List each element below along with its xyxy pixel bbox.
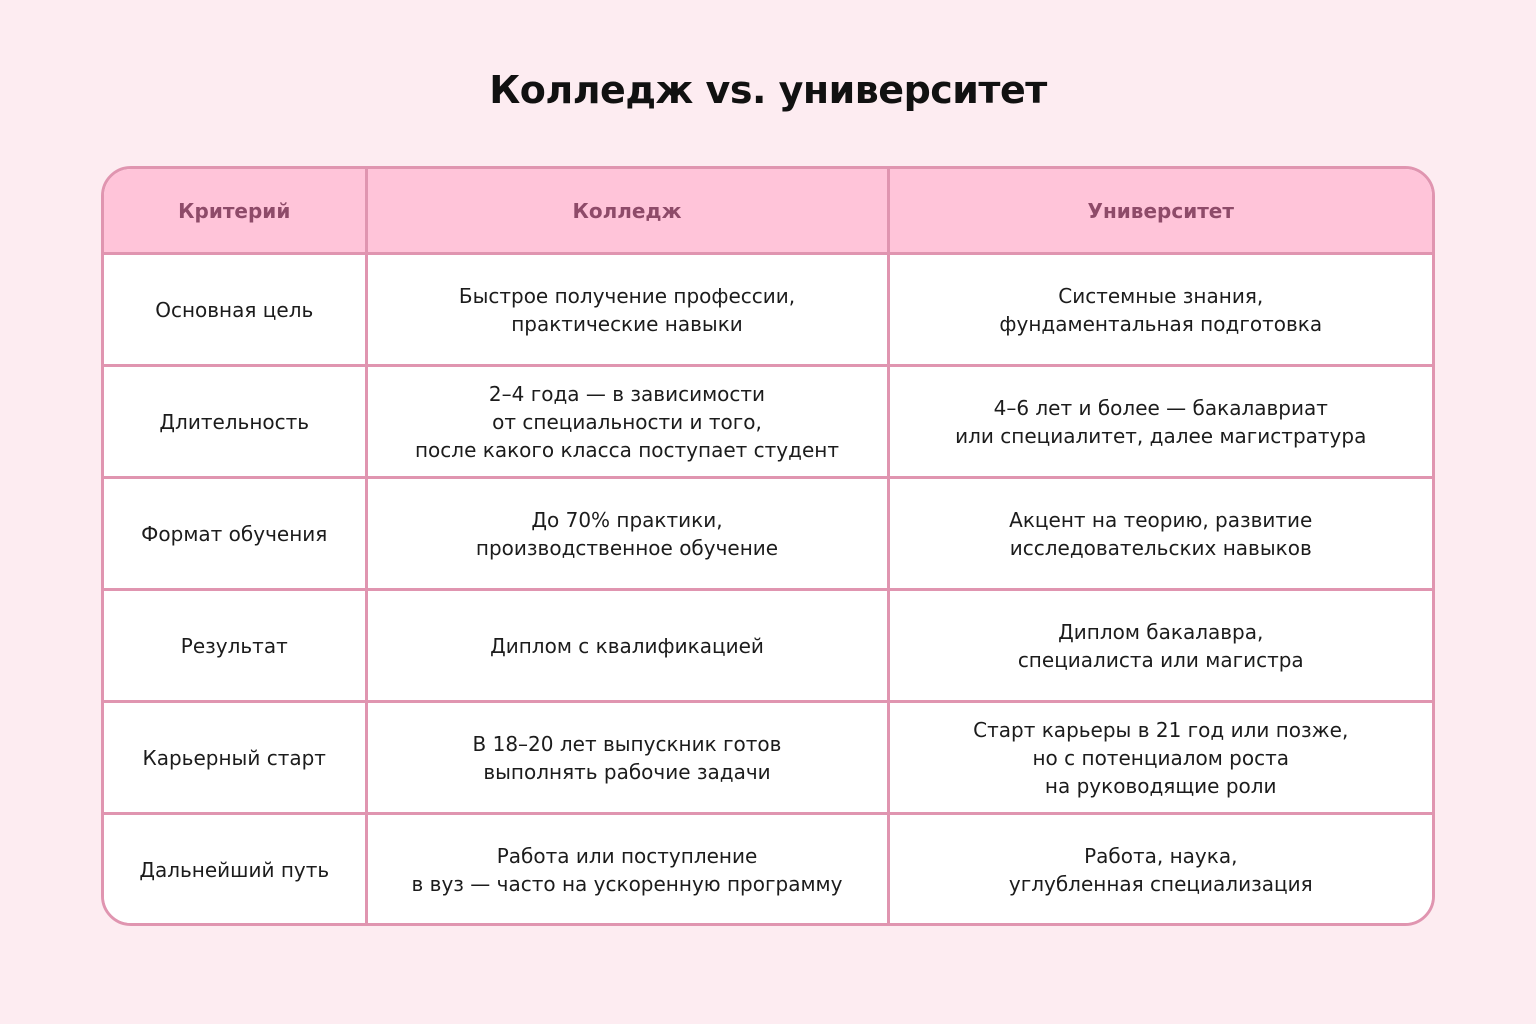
college-cell xyxy=(366,590,888,702)
university-cell-line: углубленная специализация xyxy=(1008,871,1313,896)
page-title: Колледж vs. университет xyxy=(489,68,1047,112)
college-cell-line: производственное обучение xyxy=(475,535,779,560)
header-college: Колледж xyxy=(366,169,888,254)
comparison-table xyxy=(104,169,1432,924)
university-cell-line: исследовательских навыков xyxy=(1009,535,1312,560)
university-cell-line: Работа, наука, xyxy=(1084,843,1238,868)
college-cell xyxy=(366,478,888,590)
college-cell-line: До 70% практики, xyxy=(531,507,723,532)
college-cell xyxy=(366,366,888,478)
college-cell-line: В 18–20 лет выпускник готов xyxy=(472,731,782,756)
university-cell xyxy=(888,478,1432,590)
college-cell xyxy=(366,254,888,366)
university-cell-line: на руководящие роли xyxy=(1044,773,1277,798)
table-body xyxy=(104,254,1432,925)
university-cell xyxy=(888,366,1432,478)
table-row xyxy=(104,366,1432,478)
college-cell xyxy=(366,814,888,925)
college-cell-line: Диплом с квалификацией xyxy=(490,633,764,658)
college-cell-line: выполнять рабочие задачи xyxy=(483,759,771,784)
university-cell-line: 4–6 лет и более — бакалавриат xyxy=(993,395,1328,420)
college-cell-line: Работа или поступление xyxy=(496,843,758,868)
university-cell-line: Акцент на теорию, развитие xyxy=(1009,507,1313,532)
university-cell xyxy=(888,254,1432,366)
header-criterion: Критерий xyxy=(104,169,366,254)
header-university: Университет xyxy=(888,169,1432,254)
criterion-cell: Длительность xyxy=(104,366,366,478)
university-cell xyxy=(888,702,1432,814)
university-cell-line: Системные знания, xyxy=(1058,283,1264,308)
university-cell xyxy=(888,590,1432,702)
university-cell-line: Старт карьеры в 21 год или позже, xyxy=(973,717,1349,742)
college-cell-line: Быстрое получение профессии, xyxy=(458,283,796,308)
college-cell-line: от специальности и того, xyxy=(492,409,762,434)
university-cell-line: Диплом бакалавра, xyxy=(1058,619,1264,644)
table-row xyxy=(104,478,1432,590)
criterion-cell: Результат xyxy=(104,590,366,702)
comparison-table-container xyxy=(101,166,1435,926)
university-cell xyxy=(888,814,1432,925)
college-cell-line: после какого класса поступает студент xyxy=(414,437,839,462)
university-cell-line: фундаментальная подготовка xyxy=(999,311,1323,336)
criterion-cell: Основная цель xyxy=(104,254,366,366)
college-cell-line: практические навыки xyxy=(511,311,743,336)
criterion-cell: Формат обучения xyxy=(104,478,366,590)
college-cell-line: в вуз — часто на ускоренную программу xyxy=(411,871,843,896)
university-cell-line: специалиста или магистра xyxy=(1017,647,1304,672)
table-row xyxy=(104,590,1432,702)
table-row xyxy=(104,814,1432,925)
criterion-cell: Дальнейший путь xyxy=(104,814,366,925)
table-header-row xyxy=(104,169,1432,254)
criterion-cell: Карьерный старт xyxy=(104,702,366,814)
university-cell-line: или специалитет, далее магистратура xyxy=(955,423,1367,448)
table-row xyxy=(104,254,1432,366)
college-cell-line: 2–4 года — в зависимости xyxy=(488,381,766,406)
college-cell xyxy=(366,702,888,814)
table-row xyxy=(104,702,1432,814)
university-cell-line: но с потенциалом роста xyxy=(1032,745,1290,770)
